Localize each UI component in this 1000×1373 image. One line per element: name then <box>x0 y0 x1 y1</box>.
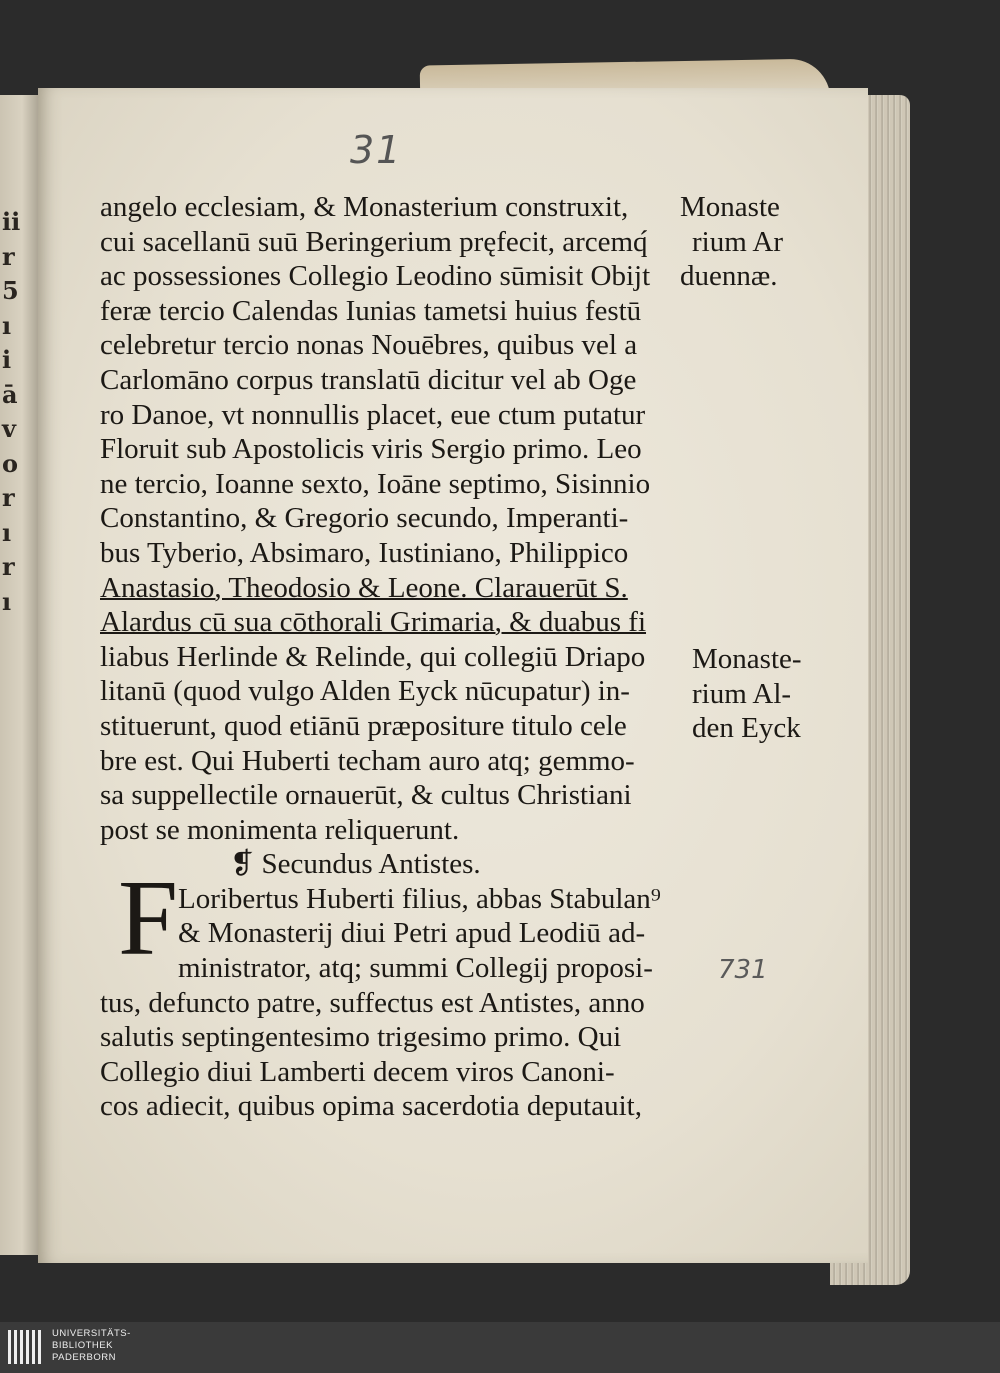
text-line: bre est. Qui Huberti techam auro atq; gemmo- <box>100 744 635 777</box>
margin-note-line: duennæ. <box>680 260 778 293</box>
folio-number: 31 <box>350 128 403 172</box>
text-line: Floruit sub Apostolicis viris Sergio primo. Leo <box>100 433 642 466</box>
margin-note-line: rium Ar <box>692 225 784 258</box>
text-line: bus Tyberio, Absimaro, Iustiniano, Philippico <box>100 536 629 569</box>
library-name-line: BIBLIOTHEK <box>52 1340 113 1351</box>
library-logo-icon <box>8 1330 44 1364</box>
text-line: liabus Herlinde & Relinde, qui collegiū Driapo <box>100 640 646 673</box>
text-line: Alardus cū sua cōthorali Grimaria, & duabus fi <box>100 606 647 639</box>
left-edge-letter: ā <box>2 379 18 409</box>
left-edge-letter: ı <box>2 517 12 547</box>
left-edge-letter: ı <box>2 586 12 616</box>
left-edge-letter: o <box>2 448 19 478</box>
text-line: ne tercio, Ioanne sexto, Ioāne septimo, Sisinnio <box>100 467 651 500</box>
text-line: salutis septingentesimo trigesimo primo. Qui <box>100 1021 622 1054</box>
left-edge-letter: ı <box>2 310 12 340</box>
left-edge-letter: r <box>2 241 15 271</box>
drop-capital: F <box>118 859 179 978</box>
text-line: Carlomāno corpus translatū dicitur vel ab Oge <box>100 363 637 396</box>
library-name-line: UNIVERSITÄTS- <box>52 1328 131 1339</box>
margin-note-alden-eyck <box>692 642 802 746</box>
text-line: cui sacellanū suū Beringerium pręfecit, arcemq́ <box>100 225 648 258</box>
main-text-block <box>100 190 700 1124</box>
text-line: tus, defuncto patre, suffectus est Antistes, anno <box>100 986 645 1019</box>
left-edge-letters <box>2 205 22 619</box>
text-line: Constantino, & Gregorio secundo, Imperanti- <box>100 502 629 535</box>
text-line: angelo ecclesiam, & Monasterium construxit, <box>100 191 629 223</box>
margin-note-arduennae <box>680 190 783 294</box>
left-edge-letter: 5 <box>2 276 19 305</box>
text-line: Collegio diui Lamberti decem viros Canoni- <box>100 1055 615 1088</box>
handwritten-year-note: 731 <box>718 955 768 985</box>
section-heading: ❡ Secundus Antistes. <box>230 848 481 881</box>
text-line: litanū (quod vulgo Alden Eyck nūcupatur) in- <box>100 675 630 708</box>
text-line: Anastasio, Theodosio & Leone. Clarauerūt S. <box>100 571 628 604</box>
text-line: post se monimenta reliquerunt. <box>100 813 460 846</box>
text-line: celebretur tercio nonas Nouēbres, quibus vel a <box>100 329 638 362</box>
left-edge-letter: ii <box>2 207 21 236</box>
left-edge-letter: r <box>2 483 15 512</box>
margin-note-line: Monaste <box>680 191 780 223</box>
text-line: ac possessiones Collegio Leodino sūmisit Obijt <box>100 260 651 293</box>
text-line: ministrator, atq; summi Collegij proposi- <box>178 952 653 985</box>
margin-note-line: Monaste- <box>692 643 802 675</box>
library-name-line: PADERBORN <box>52 1352 116 1363</box>
text-line: feræ tercio Calendas Iunias tametsi huius festū <box>100 294 642 327</box>
text-line: stituerunt, quod etiānū præpositure titulo cele <box>100 709 627 742</box>
left-edge-letter: r <box>2 552 15 581</box>
left-edge-letter: i <box>2 345 12 374</box>
margin-note-line: rium Al- <box>692 677 792 710</box>
library-footer-bar <box>0 1322 1000 1373</box>
text-line: ro Danoe, vt nonnullis placet, eue ctum putatur <box>100 398 646 431</box>
text-line: sa suppellectile ornauerūt, & cultus Christiani <box>100 779 632 812</box>
text-line: Loribertus Huberti filius, abbas Stabulan⁹ <box>178 882 661 915</box>
text-line: cos adiecit, quibus opima sacerdotia deputauit, <box>100 1090 642 1123</box>
margin-note-line: den Eyck <box>692 712 801 745</box>
left-edge-letter: v <box>2 414 16 443</box>
text-line: & Monasterij diui Petri apud Leodiū ad- <box>178 917 646 950</box>
library-name <box>52 1328 131 1364</box>
